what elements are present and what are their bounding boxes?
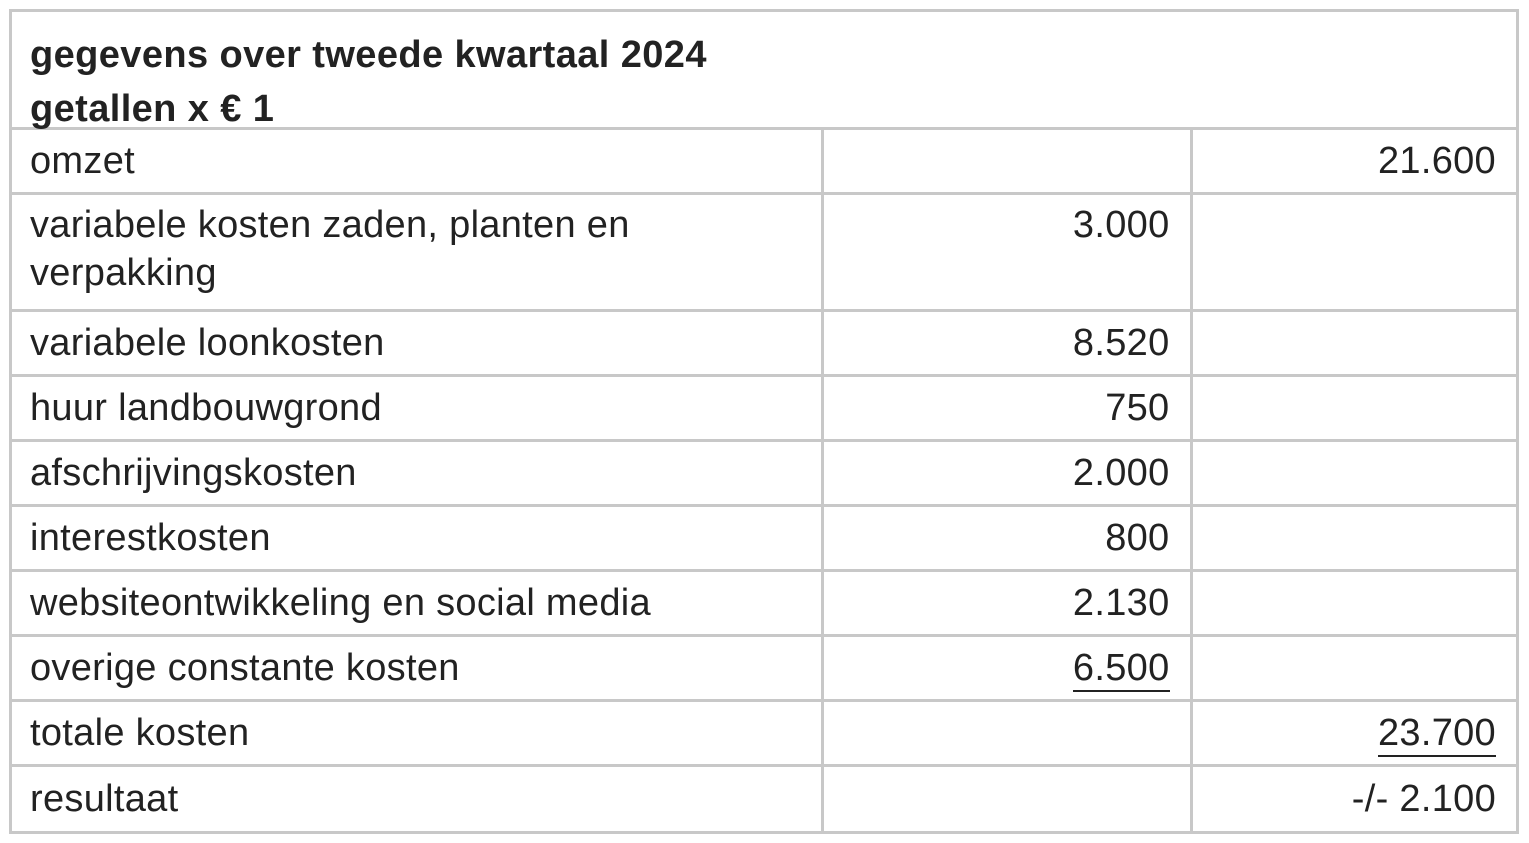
row-label-variabele-loonkosten: variabele loonkosten (12, 310, 822, 375)
row-total (1191, 505, 1516, 570)
row-total-underlined: 23.700 (1378, 712, 1496, 757)
financial-statement-table (9, 9, 1519, 834)
row-label-afschrijvingskosten: afschrijvingskosten (12, 440, 822, 505)
row-total (1191, 375, 1516, 440)
row-amount: 8.520 (822, 310, 1191, 375)
row-label-websiteontwikkeling: websiteontwikkeling en social media (12, 570, 822, 635)
row-label-interestkosten: interestkosten (12, 505, 822, 570)
row-amount (822, 700, 1191, 765)
row-amount: 2.000 (822, 440, 1191, 505)
row-label-line: variabele kosten zaden, planten en (30, 203, 630, 246)
table-row (12, 193, 1516, 310)
row-amount: 2.130 (822, 570, 1191, 635)
row-total: 21.600 (1191, 130, 1516, 193)
row-amount-cell (822, 635, 1191, 700)
row-total (1191, 440, 1516, 505)
table-row (12, 375, 1516, 440)
table-row (12, 570, 1516, 635)
statement-table (12, 130, 1516, 831)
row-amount: 800 (822, 505, 1191, 570)
row-total (1191, 570, 1516, 635)
row-total (1191, 310, 1516, 375)
row-label-huur-landbouwgrond: huur landbouwgrond (12, 375, 822, 440)
header-title: gegevens over tweede kwartaal 2024 (30, 34, 707, 76)
row-total: -/- 2.100 (1351, 777, 1496, 820)
table-row (12, 130, 1516, 193)
row-amount: 750 (822, 375, 1191, 440)
table-row (12, 700, 1516, 765)
table-header (12, 12, 1516, 130)
table-row (12, 440, 1516, 505)
row-total (1191, 635, 1516, 700)
row-label-overige-constante-kosten: overige constante kosten (12, 635, 822, 700)
row-amount: 3.000 (822, 193, 1191, 310)
row-amount (822, 765, 1191, 831)
header-unit-note: getallen x € 1 (30, 88, 275, 130)
row-label-line: verpakking (30, 251, 217, 294)
row-amount-underlined: 6.500 (1073, 647, 1170, 692)
table-row (12, 765, 1516, 831)
row-label-variabele-kosten-zaden (12, 193, 822, 310)
row-label-resultaat: resultaat (12, 765, 822, 831)
row-total-cell (1191, 700, 1516, 765)
row-label-omzet: omzet (12, 130, 822, 193)
row-total (1191, 193, 1516, 310)
table-row (12, 505, 1516, 570)
table-row (12, 310, 1516, 375)
row-label-totale-kosten: totale kosten (12, 700, 822, 765)
table-row (12, 635, 1516, 700)
row-amount (822, 130, 1191, 193)
